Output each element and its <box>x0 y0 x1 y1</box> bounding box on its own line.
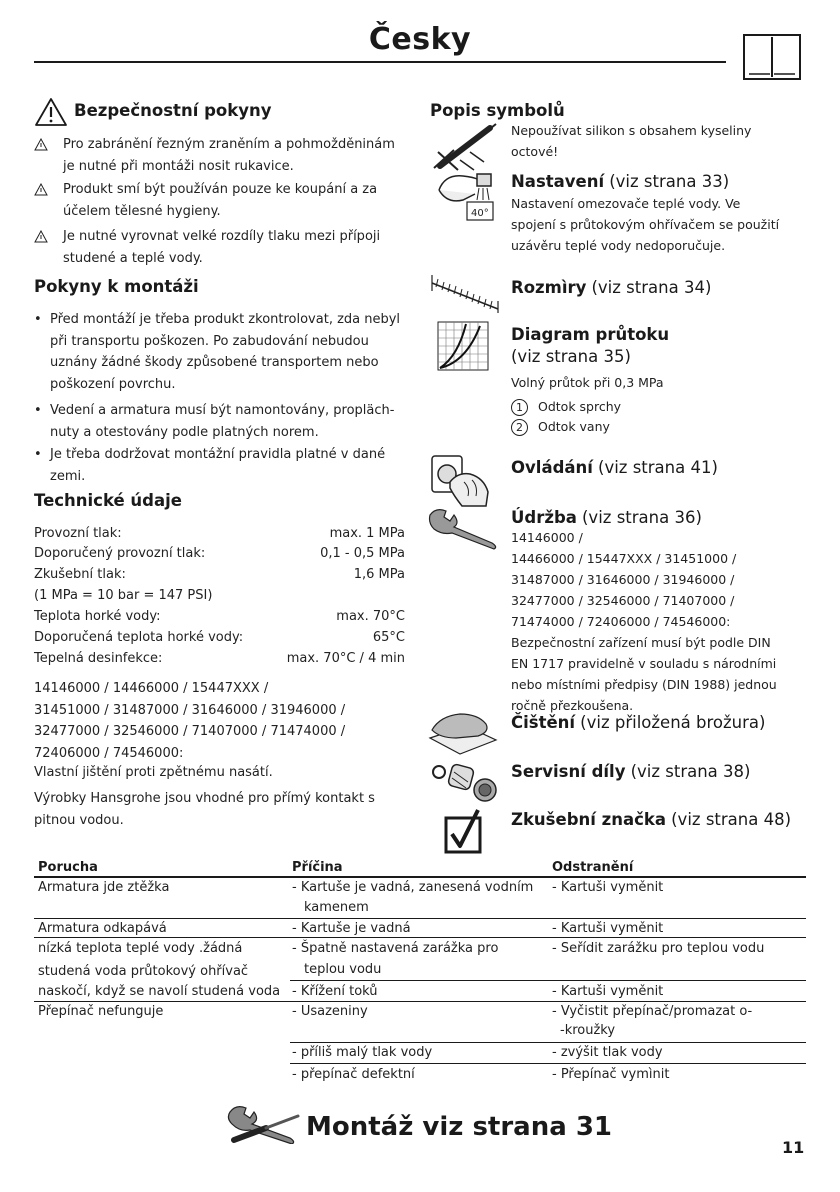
tech-value: max. 1 MPa <box>329 526 405 541</box>
safety-line: účelem tělesné hygieny. <box>63 203 221 219</box>
table-cell-fault: nízká teplota teplé vody .žádná <box>38 941 243 956</box>
model-line: 32477000 / 32546000 / 71407000 / 71474000 / <box>34 724 346 740</box>
suitability-line: Výrobky Hansgrohe jsou vhodné pro přímý kontakt s <box>34 791 375 806</box>
assembly-item: • Vedení a armatura musí být namontovány, propläch- nuty a otestovány podle platných norem. <box>34 400 414 443</box>
assembly-line: nuty a otestovány podle platných norem. <box>50 424 319 440</box>
safety-line: Pro zabránění řezným zraněním a pohmožděninám <box>63 137 395 152</box>
table-cell-cause: - příliš malý tlak vody <box>292 1045 433 1060</box>
temperature-setting-icon <box>433 170 495 222</box>
page-title: Česky <box>368 22 472 57</box>
flow-ref: (viz strana 35) <box>511 347 631 366</box>
warning-icon <box>34 97 68 127</box>
maintenance-title: Údržba <box>511 508 577 527</box>
table-cell-cause: kamenem <box>304 900 369 915</box>
flow-title: Diagram průtoku <box>511 325 670 344</box>
test-mark-ref: (viz strana 48) <box>671 810 792 829</box>
table-cell-fix: - Kartuši vyměnit <box>552 880 664 895</box>
table-cell-fault: Armatura jde ztěžka <box>38 880 170 895</box>
setting-ref: (viz strana 33) <box>609 172 730 191</box>
book-icon <box>743 34 801 80</box>
outlet-item <box>511 416 610 437</box>
maintenance-text <box>511 527 811 716</box>
table-cell-fix: - Přepínač vymìnit <box>552 1067 670 1082</box>
tech-value: 0,1 - 0,5 MPa <box>320 546 405 561</box>
outlet-number: 2 <box>511 419 528 436</box>
tech-value: max. 70°C <box>336 609 405 624</box>
page-number: 11 <box>782 1138 805 1157</box>
wrench-icon <box>426 505 500 551</box>
setting-text <box>511 193 779 256</box>
assembly-line: Před montáží je třeba produkt zkontrolovat, zda nebyl <box>50 312 401 327</box>
tech-label: Provozní tlak: <box>34 526 122 541</box>
table-cell-fix: - zvýšit tlak vody <box>552 1045 663 1060</box>
outlet-label: Odtok sprchy <box>538 399 622 414</box>
no-silicone-icon <box>430 122 502 172</box>
table-cell-fix: - Vyčistit přepínač/promazat o- <box>552 1004 753 1019</box>
table-header-fix: Odstranění <box>552 860 634 875</box>
tech-row <box>34 524 405 544</box>
operation-heading <box>511 458 718 477</box>
tech-label: Teplota horké vody: <box>34 609 161 624</box>
assembly-line: uznány žádné škody způsobené transportem nebo <box>50 355 379 371</box>
tech-row <box>34 649 405 669</box>
safety-item <box>34 134 414 177</box>
tech-value: 1,6 MPa <box>353 567 405 582</box>
table-cell-cause: - Kartuše je vadná, zanesená vodním <box>292 880 534 895</box>
cleaning-cloth-icon <box>426 708 500 756</box>
setting-line: spojení s průtokovým ohřívačem se použití <box>511 217 780 232</box>
tech-label: Doporučený provozní tlak: <box>34 546 206 561</box>
model-list <box>34 678 424 764</box>
warning-icon <box>34 138 48 151</box>
dimensions-ref: (viz strana 34) <box>591 278 712 297</box>
safety-line: Je nutné vyrovnat velké rozdíly tlaku mezi přípoji <box>63 229 381 244</box>
warning-icon <box>34 230 48 243</box>
safety-title: Bezpečnostní pokyny <box>74 101 272 120</box>
tech-row <box>34 628 405 648</box>
maintenance-line: nebo místními předpisy (DIN 1988) jednou <box>511 677 777 692</box>
tools-icon <box>226 1104 302 1144</box>
table-cell-fault: naskočí, když se navolí studená voda <box>38 984 281 999</box>
maintenance-heading <box>511 508 702 527</box>
assembly-line: Vedení a armatura musí být namontovány, propläch- <box>50 403 395 418</box>
operation-ref: (viz strana 41) <box>598 458 718 477</box>
safety-item <box>34 226 414 269</box>
maintenance-line: 14146000 / <box>511 530 583 545</box>
assembly-line: při transportu poškozen. Po zabudování nebudou <box>50 333 369 349</box>
assembly-item: • Je třeba dodržovat montážní pravidla platné v dané zemi. <box>34 444 414 487</box>
maintenance-ref: (viz strana 36) <box>582 508 702 527</box>
assembly-line: Je třeba dodržovat montážní pravidla platné v dané <box>50 447 386 462</box>
technical-title: Technické údaje <box>34 491 182 510</box>
outlet-number: 1 <box>511 399 528 416</box>
flow-heading <box>511 325 669 366</box>
tech-label: Zkušební tlak: <box>34 567 126 582</box>
dimensions-ruler-icon <box>430 273 500 313</box>
silicone-note <box>511 120 751 162</box>
table-row-rule <box>290 1063 806 1064</box>
table-cell-cause: - Křížení toků <box>292 984 378 999</box>
maintenance-line: 32477000 / 32546000 / 71407000 / <box>511 593 735 608</box>
assembly-title: Pokyny k montáži <box>34 277 199 296</box>
parts-ref: (viz strana 38) <box>630 762 751 781</box>
tech-label: (1 MPa = 10 bar = 147 PSI) <box>34 588 213 603</box>
maintenance-line: 71474000 / 72406000 / 74546000: <box>511 614 731 629</box>
model-line: 31451000 / 31487000 / 31646000 / 31946000 / <box>34 702 346 718</box>
table-cell-fix: -kroužky <box>560 1023 616 1038</box>
setting-title: Nastavení <box>511 172 605 191</box>
maintenance-line: 14466000 / 15447XXX / 31451000 / <box>511 551 737 566</box>
tech-row <box>34 586 405 606</box>
hand-operation-icon <box>428 452 494 508</box>
setting-line: uzávěru teplé vody nedoporučuje. <box>511 238 726 253</box>
safety-line: studené a teplé vody. <box>63 250 203 266</box>
temperature-label: 40° <box>471 208 489 219</box>
cleaning-title: Čištění <box>511 713 576 732</box>
silicone-line: octové! <box>511 144 559 159</box>
table-cell-cause: - Špatně nastavená zarážka pro <box>292 941 499 956</box>
assembly-line: zemi. <box>50 468 86 484</box>
maintenance-line: 31487000 / 31646000 / 31946000 / <box>511 572 735 587</box>
suitability-line: pitnou vodou. <box>34 812 124 828</box>
table-row-rule <box>290 980 806 981</box>
table-row-rule <box>290 1042 806 1043</box>
test-mark-heading <box>511 810 791 829</box>
tech-row <box>34 544 405 564</box>
table-cell-fault: Přepínač nefunguje <box>38 1004 164 1019</box>
dimensions-title: Rozmìry <box>511 278 587 297</box>
outlet-item <box>511 396 621 417</box>
tech-value: 65°C <box>372 630 405 645</box>
parts-title: Servisní díly <box>511 762 626 781</box>
tech-label: Doporučená teplota horké vody: <box>34 630 244 645</box>
table-cell-fault: Armatura odkapává <box>38 921 167 936</box>
tech-row <box>34 565 405 585</box>
cleaning-ref: (viz přiložená brožura) <box>580 713 766 732</box>
table-cell-cause: - Usazeniny <box>292 1004 368 1019</box>
safety-item <box>34 179 414 222</box>
test-mark-title: Zkušební značka <box>511 810 667 829</box>
maintenance-line: ročně přezkoušena. <box>511 698 634 713</box>
safety-line: je nutné při montáži nosit rukavice. <box>63 158 294 174</box>
model-line: 14146000 / 14466000 / 15447XXX / <box>34 681 269 696</box>
table-cell-cause: teplou vodu <box>304 962 382 977</box>
tech-row <box>34 607 405 627</box>
table-cell-cause: - Kartuše je vadná <box>292 921 411 936</box>
table-header-fault: Porucha <box>38 860 98 875</box>
setting-line: Nastavení omezovače teplé vody. Ve <box>511 196 741 211</box>
table-cell-fix: - Seřídit zarážku pro teplou vodu <box>552 941 765 956</box>
parts-heading <box>511 762 750 781</box>
flow-note: Volný průtok při 0,3 MPa <box>511 375 664 390</box>
cleaning-heading <box>511 713 765 732</box>
table-cell-cause: - přepínač defektní <box>292 1067 415 1082</box>
flow-diagram-icon <box>436 320 490 372</box>
assembly-reference: Montáž viz strana 31 <box>306 1112 613 1142</box>
symbols-title: Popis symbolů <box>430 101 565 120</box>
dimensions-heading <box>511 278 711 297</box>
safety-line: Produkt smí být používán pouze ke koupání a za <box>63 182 378 197</box>
spare-parts-icon <box>430 760 500 806</box>
maintenance-line: Bezpečnostní zařízení musí být podle DIN <box>511 635 771 650</box>
tech-value: max. 70°C / 4 min <box>286 651 405 666</box>
suitability-note <box>34 788 424 831</box>
operation-title: Ovládání <box>511 458 593 477</box>
outlet-label: Odtok vany <box>538 419 610 434</box>
header-rule <box>34 61 726 63</box>
table-cell-fix: - Kartuši vyměnit <box>552 984 664 999</box>
table-row-rule <box>34 937 806 938</box>
table-cell-fix: - Kartuši vyměnit <box>552 921 664 936</box>
backflow-note: Vlastní jištění proti zpětnému nasátí. <box>34 765 273 780</box>
maintenance-line: EN 1717 pravidelně v souladu s národními <box>511 656 777 671</box>
assembly-line: poškození povrchu. <box>50 376 176 392</box>
model-line: 72406000 / 74546000: <box>34 745 184 761</box>
setting-heading <box>511 172 729 191</box>
tech-label: Tepelná desinfekce: <box>34 651 163 666</box>
silicone-line: Nepoužívat silikon s obsahem kyseliny <box>511 123 752 138</box>
table-cell-fault: studená voda průtokový ohřívač <box>38 964 249 979</box>
warning-icon <box>34 183 48 196</box>
checkmark-icon <box>442 808 484 856</box>
assembly-item: • Před montáží je třeba produkt zkontrolovat, zda nebyl při transportu poškozen. Po zabudování nebudou uznány žádné škody způsobené transportem nebo poškození povrchu. <box>34 309 414 395</box>
table-header-cause: Příčina <box>292 860 343 875</box>
